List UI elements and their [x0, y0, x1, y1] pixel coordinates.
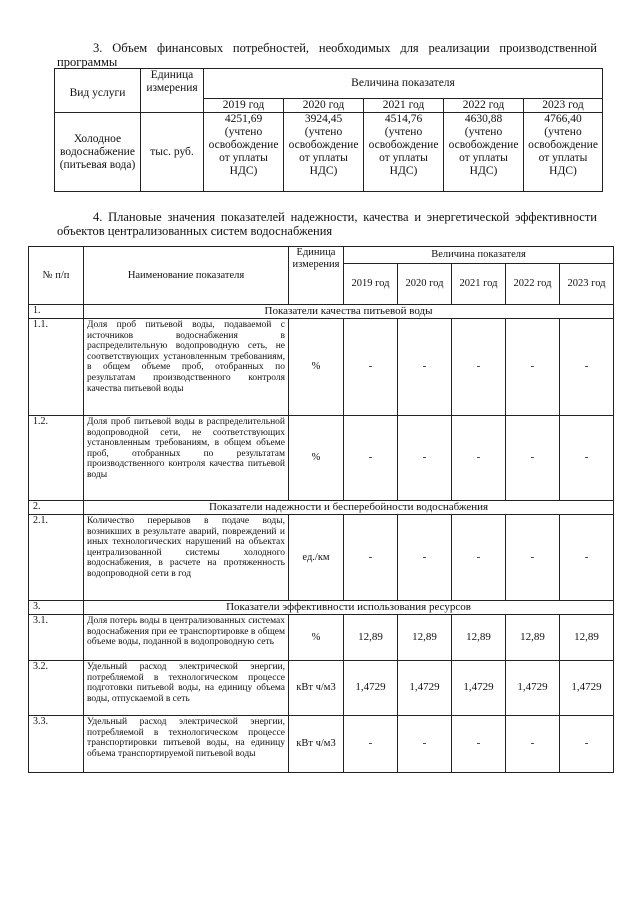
year-header: 2021 год: [364, 99, 444, 113]
indicator-value: -: [560, 319, 614, 416]
year-header: 2020 год: [284, 99, 364, 113]
col-name-header: Наименование показателя: [84, 247, 289, 305]
section-number: 2.: [29, 501, 84, 515]
indicator-value: 12,89: [398, 615, 452, 661]
value-cell: [364, 113, 444, 192]
col-unit-header: Единица измерения: [141, 69, 204, 113]
indicator-name: Удельный расход электрической энергии, потребляемой в технологическом процессе транспортировки питьевой воды, на единицу объема транспортируемой питьевой воды: [84, 716, 289, 773]
indicator-value: 12,89: [560, 615, 614, 661]
indicator-row: [29, 416, 614, 501]
section-row: [29, 501, 614, 515]
indicator-name: Доля потерь воды в централизованных системах водоснабжения при ее транспортировке в общем объеме воды, поданной в водопроводную сеть: [84, 615, 289, 661]
indicator-number: 3.1.: [29, 615, 84, 661]
indicator-value: 12,89: [452, 615, 506, 661]
indicator-value: -: [344, 515, 398, 601]
indicator-value: -: [452, 319, 506, 416]
value-note: (учтено освобождение от уплаты НДС): [288, 126, 359, 177]
section3-heading: 3. Объем финансовых потребностей, необходимых для реализации производственной программы: [57, 41, 597, 69]
year-header: 2020 год: [398, 264, 452, 305]
col-num-header: № п/п: [29, 247, 84, 305]
indicator-value: -: [560, 716, 614, 773]
indicator-unit: %: [289, 319, 344, 416]
value-note: (учтено освобождение от уплаты НДС): [528, 126, 598, 177]
col-service-header: Вид услуги: [55, 69, 141, 113]
indicator-value: -: [344, 319, 398, 416]
value-cell: [524, 113, 603, 192]
indicator-value: -: [506, 515, 560, 601]
section-title: Показатели качества питьевой воды: [84, 305, 614, 319]
indicator-value: -: [560, 416, 614, 501]
indicator-value: -: [344, 716, 398, 773]
indicator-value: 12,89: [344, 615, 398, 661]
indicator-value: 1,4729: [398, 661, 452, 716]
value-cell: [284, 113, 364, 192]
year-header: 2023 год: [524, 99, 603, 113]
indicator-name: Доля проб питьевой воды в распределительной водопроводной сети, не соответствующих установленным требованиям, в общем объеме проб, отобранных по результатам производственного контроля качества питьевой воды: [84, 416, 289, 501]
indicator-value: -: [452, 515, 506, 601]
indicator-row: [29, 716, 614, 773]
indicator-number: 3.3.: [29, 716, 84, 773]
section-number: 3.: [29, 601, 84, 615]
year-header: 2021 год: [452, 264, 506, 305]
indicator-unit: ед./км: [289, 515, 344, 601]
indicator-value: -: [398, 515, 452, 601]
value: 4251,69: [224, 113, 263, 125]
indicator-number: 1.2.: [29, 416, 84, 501]
indicator-number: 3.2.: [29, 661, 84, 716]
indicator-value: 1,4729: [344, 661, 398, 716]
indicator-value: 1,4729: [560, 661, 614, 716]
value-note: (учтено освобождение от уплаты НДС): [368, 126, 439, 177]
indicator-value: -: [398, 416, 452, 501]
value-cell: [204, 113, 284, 192]
indicator-name: Удельный расход электрической энергии, потребляемой в технологическом процессе подготовки питьевой воды, на единицу объема воды, отпускаемой в сеть: [84, 661, 289, 716]
year-header: 2023 год: [560, 264, 614, 305]
indicator-unit: %: [289, 615, 344, 661]
indicator-value: 12,89: [506, 615, 560, 661]
indicator-unit: %: [289, 416, 344, 501]
section-number: 1.: [29, 305, 84, 319]
col-value-header: Величина показателя: [204, 69, 603, 99]
indicator-row: [29, 319, 614, 416]
year-header: 2019 год: [344, 264, 398, 305]
col-unit-header: Единица измерения: [289, 247, 344, 305]
indicator-value: -: [344, 416, 398, 501]
indicator-row: [29, 515, 614, 601]
col-value-header: Величина показателя: [344, 247, 614, 264]
indicator-value: -: [452, 716, 506, 773]
indicator-row: [29, 615, 614, 661]
indicator-value: -: [560, 515, 614, 601]
indicators-table: [28, 246, 614, 773]
value: 4630,88: [464, 113, 503, 125]
indicator-number: 2.1.: [29, 515, 84, 601]
value-cell: [444, 113, 524, 192]
indicator-value: -: [506, 319, 560, 416]
value: 4766,40: [544, 113, 582, 125]
indicator-name: Доля проб питьевой воды, подаваемой с источников водоснабжения в распределительную водопроводную сеть, не соответствующих установленным требованиям, в общем объеме проб, отобранных по результатам производственного контроля качества питьевой воды: [84, 319, 289, 416]
section-title: Показатели надежности и бесперебойности водоснабжения: [84, 501, 614, 515]
service-name: Холодное водоснабжение (питьевая вода): [55, 113, 141, 192]
indicator-name: Количество перерывов в подаче воды, возникших в результате аварий, повреждений и иных технологических нарушений на объектах централизованной системы холодного водоснабжения, в расчете на протяженность водопроводной сети в год: [84, 515, 289, 601]
value-note: (учтено освобождение от уплаты НДС): [448, 126, 519, 177]
value: 4514,76: [384, 113, 423, 125]
section-title: Показатели эффективности использования ресурсов: [84, 601, 614, 615]
indicator-row: [29, 661, 614, 716]
indicator-value: -: [398, 716, 452, 773]
section4-heading: 4. Плановые значения показателей надежности, качества и энергетической эффективности объектов централизованных систем водоснабжения: [57, 210, 597, 238]
indicator-value: 1,4729: [452, 661, 506, 716]
year-header: 2022 год: [444, 99, 524, 113]
value: 3924,45: [304, 113, 343, 125]
indicator-number: 1.1.: [29, 319, 84, 416]
section-row: [29, 305, 614, 319]
indicator-value: -: [506, 716, 560, 773]
indicator-value: -: [506, 416, 560, 501]
indicator-value: -: [398, 319, 452, 416]
year-header: 2019 год: [204, 99, 284, 113]
financial-needs-table: [54, 68, 603, 192]
year-header: 2022 год: [506, 264, 560, 305]
indicator-unit: кВт ч/м3: [289, 716, 344, 773]
value-note: (учтено освобождение от уплаты НДС): [208, 126, 279, 177]
indicator-value: -: [452, 416, 506, 501]
indicator-value: 1,4729: [506, 661, 560, 716]
section-row: [29, 601, 614, 615]
service-unit: тыс. руб.: [141, 113, 204, 192]
indicator-unit: кВт ч/м3: [289, 661, 344, 716]
